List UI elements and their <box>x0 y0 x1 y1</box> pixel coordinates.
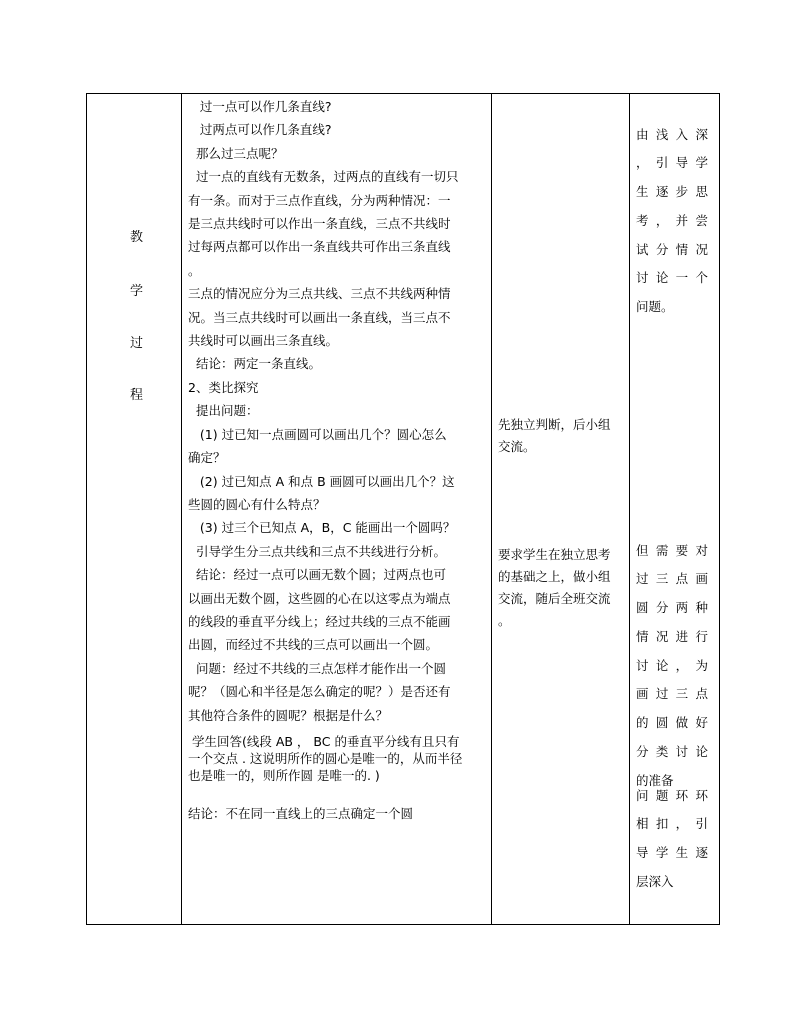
content-line: 以画出无数个圆，这些圆的心在以这零点为端点 <box>188 590 451 606</box>
activity-line: 先独立判断，后小组 <box>498 417 611 432</box>
content-line: 呢？（圆心和半径是怎么确定的呢？）是否还有 <box>188 684 451 700</box>
main-text-block <box>188 95 488 727</box>
content-line: 共线时可以画出三条直线。 <box>188 333 339 349</box>
stage-char: 教 <box>130 230 144 245</box>
content-line: 过每两点都可以作出一条直线共可作出三条直线 <box>188 239 451 255</box>
activity-line: 要求学生在独立思考 <box>498 547 611 562</box>
intent-line: 的准备 <box>636 772 674 788</box>
content-line: 过两点可以作几条直线? <box>188 122 332 138</box>
design-intent-1 <box>636 114 708 328</box>
column-divider <box>629 94 630 924</box>
answer-line: 也是唯一的，则所作圆 是唯一的. ) <box>188 767 380 783</box>
intent-line: 试分情况 <box>636 241 708 257</box>
content-line: 况。当三点共线时可以画出一条直线，当三点不 <box>188 309 451 325</box>
stage-label-column <box>87 94 181 924</box>
content-line: 那么过三点呢？ <box>188 145 284 161</box>
stage-char: 程 <box>130 388 144 403</box>
lesson-table <box>86 93 720 925</box>
content-line: 结论：经过一点可以画无数个圆；过两点也可 <box>188 567 446 583</box>
stage-char: 过 <box>130 336 144 351</box>
content-line: 提出问题： <box>188 403 259 419</box>
activity-line: 交流，随后全班交流 <box>498 591 611 606</box>
intent-line: 过三点画 <box>636 571 708 587</box>
intent-line: 画过三点 <box>636 686 708 702</box>
activity-line: 的基础之上，做小组 <box>498 569 611 584</box>
content-line: 的线段的垂直平分线上；经过共线的三点不能画 <box>188 613 451 629</box>
intent-line: 问题环环 <box>636 787 708 803</box>
content-line: 引导学生分三点共线和三点不共线进行分析。 <box>188 543 446 559</box>
content-line: 问题：经过不共线的三点怎样才能作出一个圆 <box>188 660 446 676</box>
student-activity-1 <box>498 414 626 458</box>
content-line: 些圆的圆心有什么特点？ <box>188 496 326 512</box>
final-conclusion: 结论：不在同一直线上的三点确定一个圆 <box>188 805 414 821</box>
content-line: 过一点可以作几条直线? <box>188 99 332 114</box>
content-line: (3) 过三个已知点 A，B，C 能画出一个圆吗？ <box>188 520 456 536</box>
intent-line: 考，并尝 <box>636 212 708 228</box>
intent-line: 导学生逐 <box>636 845 708 861</box>
content-line: 其他符合条件的圆呢？根据是什么？ <box>188 707 389 723</box>
intent-line: 层深入 <box>636 873 674 889</box>
answer-line: 学生回答(线段 AB ， BC 的垂直平分线有且只有 <box>188 733 460 749</box>
content-line: 出圆，而经过不共线的三点可以画出一个圆。 <box>188 637 439 653</box>
column-divider <box>491 94 492 924</box>
content-line: 确定？ <box>188 450 226 466</box>
intent-line: 圆分两种 <box>636 600 708 616</box>
content-line: 结论：两定一条直线。 <box>188 356 321 372</box>
content-line: 是三点共线时可以作出一条直线，三点不共线时 <box>188 216 451 232</box>
answer-line: 一个交点 . 这说明所作的圆心是唯一的，从而半径 <box>188 750 463 766</box>
intent-line: ，引导学 <box>636 155 708 171</box>
intent-line: 由浅入深 <box>636 126 708 142</box>
intent-line: 情况进行 <box>636 628 708 644</box>
content-line: 过一点的直线有无数条，过两点的直线有一切只 <box>188 169 459 185</box>
stage-char: 学 <box>130 284 144 299</box>
intent-line: 的圆做好 <box>636 715 708 731</box>
intent-line: 但需要对 <box>636 542 708 558</box>
activity-line: 。 <box>498 613 511 628</box>
intent-line: 问题。 <box>636 299 674 315</box>
activity-line: 交流。 <box>498 439 536 454</box>
content-line: (1) 过已知一点画圆可以画出几个？圆心怎么 <box>188 426 447 442</box>
content-line: 。 <box>188 262 201 278</box>
intent-line: 讨论一个 <box>636 270 708 286</box>
design-intent-3 <box>636 772 708 903</box>
student-answer-block <box>188 733 488 784</box>
content-line: 三点的情况应分为三点共线、三点不共线两种情 <box>188 286 451 302</box>
design-intent-2 <box>636 530 708 802</box>
intent-line: 生逐步思 <box>636 184 708 200</box>
teaching-content <box>188 95 488 825</box>
column-divider <box>181 94 182 924</box>
content-line: (2) 过已知点 A 和点 B 画圆可以画出几个？这 <box>188 473 455 489</box>
content-line: 2、类比探究 <box>188 379 259 395</box>
intent-line: 讨论，为 <box>636 657 708 673</box>
intent-line: 分类讨论 <box>636 744 708 760</box>
student-activity-2 <box>498 544 626 632</box>
content-line: 有一条。而对于三点作直线，分为两种情况：一 <box>188 192 451 208</box>
intent-line: 相扣，引 <box>636 816 708 832</box>
